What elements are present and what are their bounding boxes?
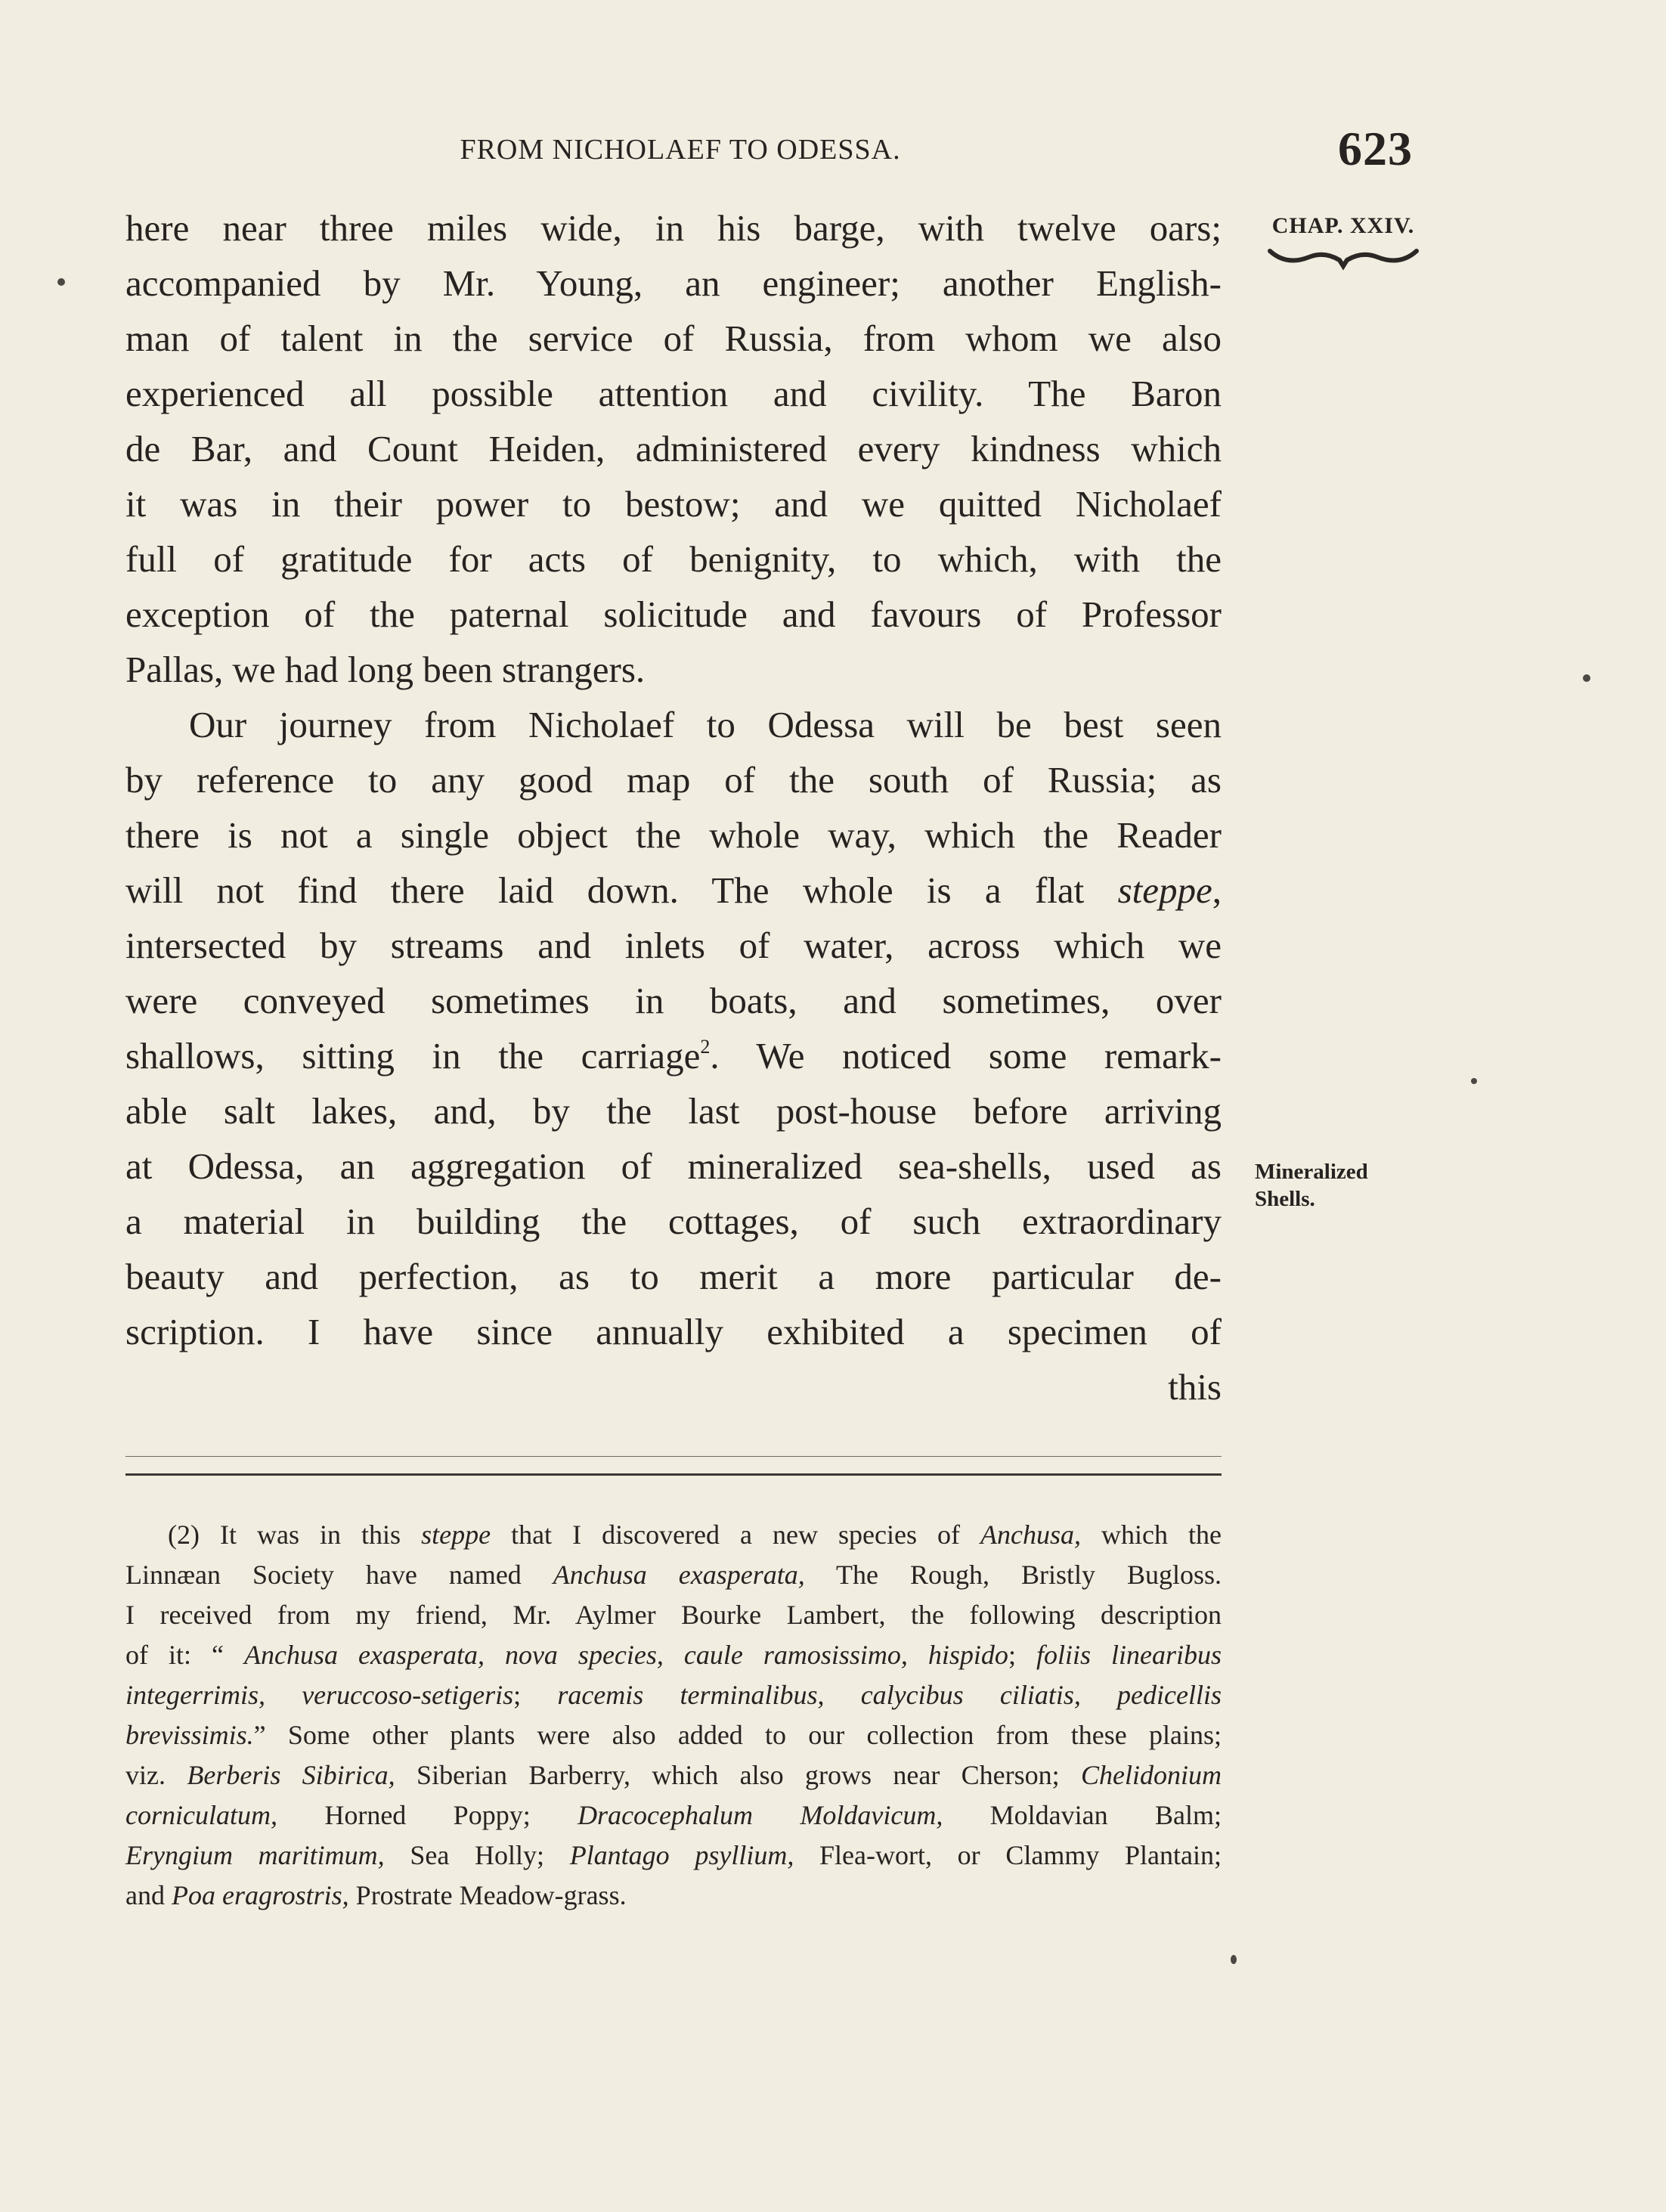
text-line: Our journey from Nicholaef to Odessa will be best seen — [189, 704, 1222, 745]
text-line: man of talent in the service of Russia, from whom we also — [125, 318, 1222, 359]
text-line: at Odessa, an aggregation of mineralized sea-shells, used as — [125, 1145, 1222, 1187]
text-line: intersected by streams and inlets of water, across which we — [125, 925, 1222, 966]
catchword: this — [1168, 1366, 1222, 1408]
footnote-line: brevissimis.” Some other plants were also added to our collection from these plains; — [125, 1720, 1222, 1750]
main-text — [125, 200, 1222, 1414]
footnote-line: integerrimis, veruccoso-setigeris; racemis terminalibus, calycibus ciliatis, pedicellis — [125, 1680, 1222, 1710]
footnote-line: Linnæan Society have named Anchusa exasperata, The Rough, Bristly Bugloss. — [125, 1560, 1222, 1590]
footnote-ref: 2 — [700, 1036, 711, 1058]
footnote-rule — [125, 1456, 1222, 1457]
text-line: scription. I have since annually exhibited a specimen of — [125, 1311, 1222, 1352]
footnote-line: and Poa eragrostris, Prostrate Meadow-grass. — [125, 1880, 627, 1910]
running-title: FROM NICHOLAEF TO ODESSA. — [460, 134, 901, 166]
text-line: beauty and perfection, as to merit a more particular de- — [125, 1256, 1222, 1297]
text-line: accompanied by Mr. Young, an engineer; another English- — [125, 262, 1222, 304]
footnote — [125, 1515, 1222, 1916]
text-line: there is not a single object the whole way, which the Reader — [125, 814, 1222, 856]
ink-speck — [1471, 1078, 1477, 1084]
footnote-line: viz. Berberis Sibirica, Siberian Barberry, which also grows near Cherson; Chelidonium — [125, 1760, 1222, 1790]
text-line: were conveyed sometimes in boats, and sometimes, over — [125, 980, 1222, 1021]
text-line: it was in their power to bestow; and we quitted Nicholaef — [125, 483, 1222, 525]
text-line: exception of the paternal solicitude and favours of Professor — [125, 593, 1222, 635]
footnote-rule-thick — [125, 1473, 1222, 1476]
footnote-line: (2) It was in this steppe that I discovered a new species of Anchusa, which the — [168, 1520, 1222, 1550]
margin-note: Mineralized Shells. — [1255, 1160, 1368, 1211]
footnote-line: Eryngium maritimum, Sea Holly; Plantago psyllium, Flea-wort, or Clammy Plantain; — [125, 1840, 1222, 1870]
chapter-label: CHAP. XXIV. — [1271, 213, 1415, 238]
text-line: a material in building the cottages, of such extraordinary — [125, 1200, 1222, 1242]
page-number: 623 — [1338, 122, 1413, 175]
text-line: shallows, sitting in the carriage$^2$. We noticed some remark- — [125, 1035, 1222, 1077]
text-line: will not find there laid down. The whole is a flat steppe, — [125, 869, 1222, 911]
footnote-line: of it: “ Anchusa exasperata, nova species, caule ramosissimo, hispido; foliis linearibus — [125, 1640, 1222, 1670]
text-line: by reference to any good map of the south of Russia; as — [125, 759, 1222, 801]
footnote-line: I received from my friend, Mr. Aylmer Bourke Lambert, the following description — [125, 1600, 1222, 1630]
footnote-line: corniculatum, Horned Poppy; Dracocephalum Moldavicum, Moldavian Balm; — [125, 1800, 1222, 1830]
text-line: able salt lakes, and, by the last post-house before arriving — [125, 1090, 1222, 1132]
ink-speck — [1231, 1955, 1237, 1964]
text-line: full of gratitude for acts of benignity, to which, with the — [125, 538, 1222, 580]
text-line: de Bar, and Count Heiden, administered every kindness which — [125, 428, 1222, 469]
ink-speck — [1583, 674, 1590, 682]
text-line: here near three miles wide, in his barge, with twelve oars; — [125, 207, 1222, 249]
text-line: Pallas, we had long been strangers. — [125, 649, 646, 690]
chapter-ornament-icon — [1264, 243, 1423, 274]
ink-speck — [57, 278, 65, 286]
text-line: experienced all possible attention and civility. The Baron — [125, 373, 1222, 414]
